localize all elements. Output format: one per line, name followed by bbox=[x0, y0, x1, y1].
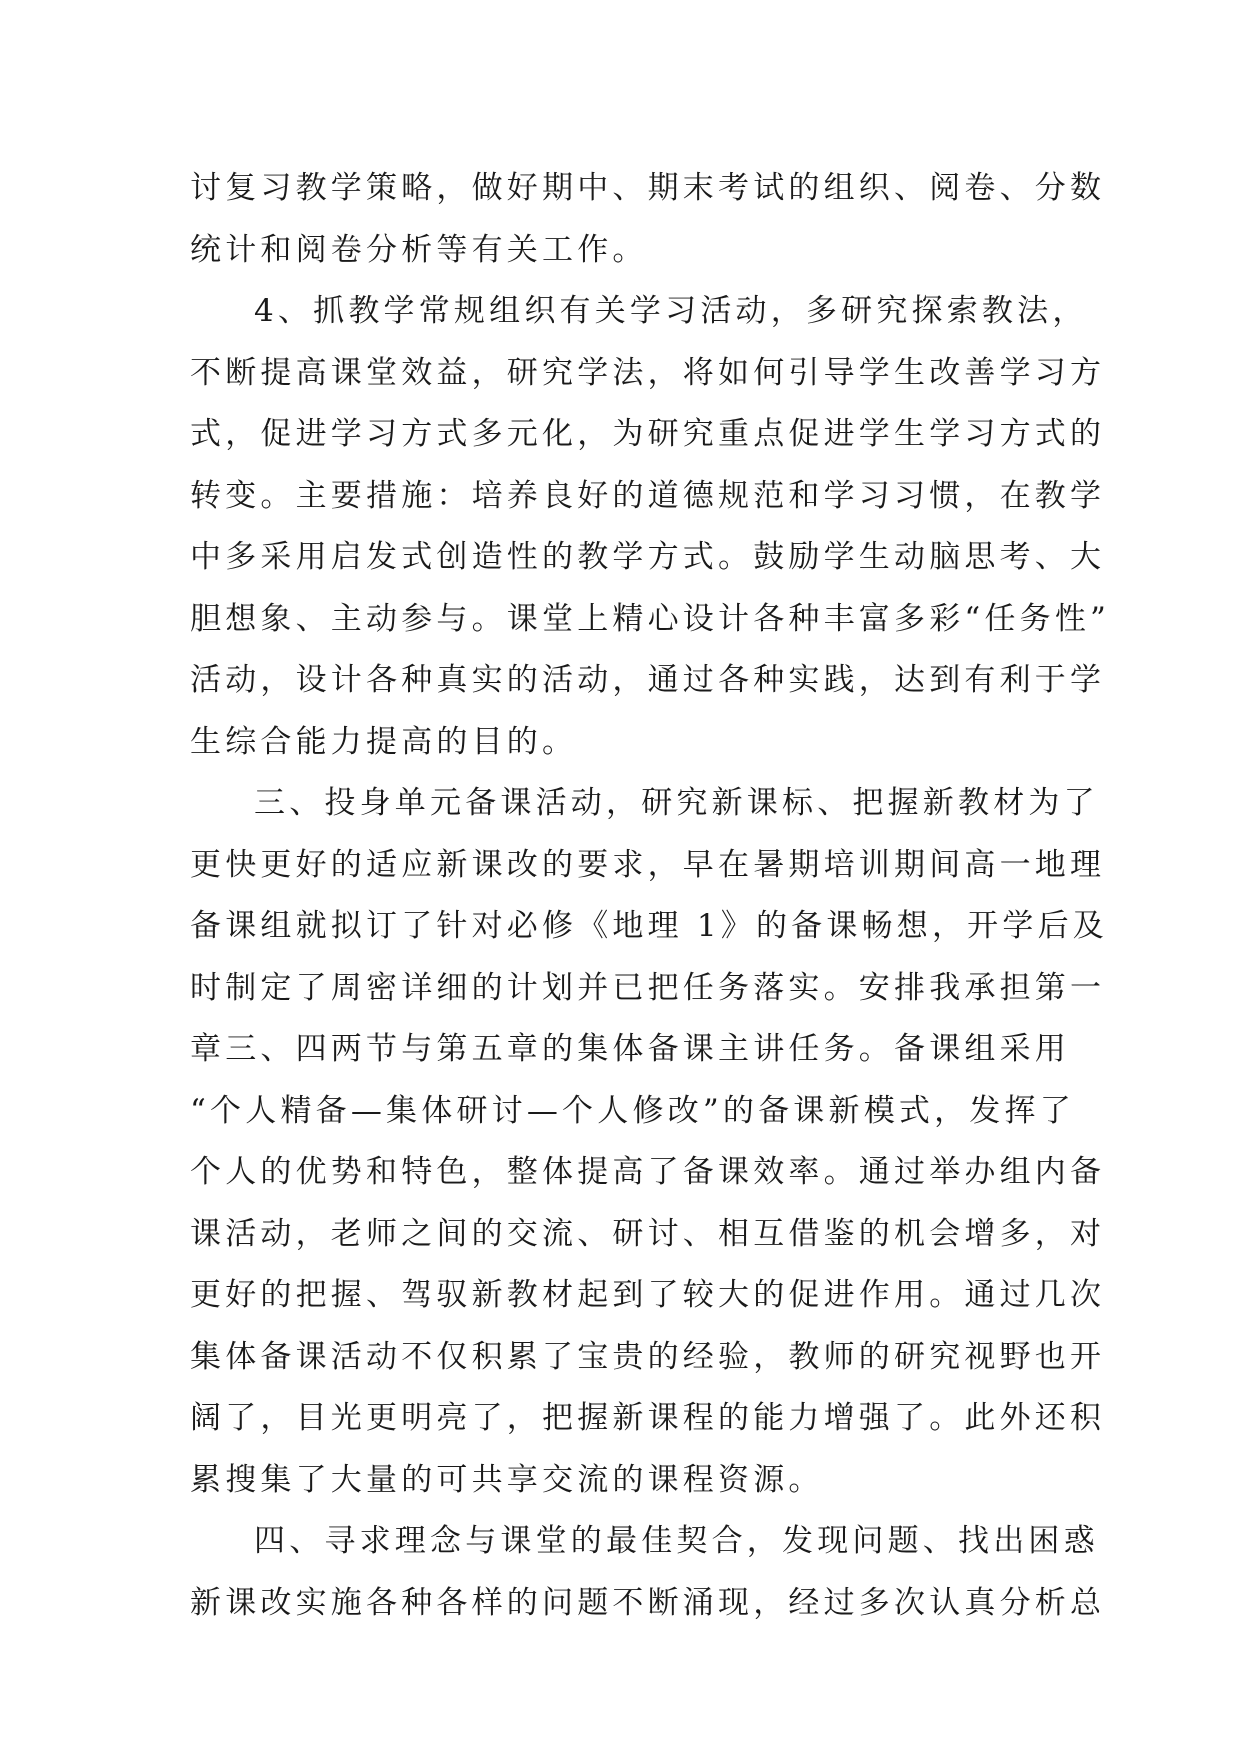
text-line: 统计和阅卷分析等有关工作。 bbox=[190, 231, 648, 268]
text-line: 集体备课活动不仅积累了宝贵的经验，教师的研究视野也开 bbox=[190, 1338, 1106, 1375]
text-line: 时制定了周密详细的计划并已把任务落实。安排我承担第一 bbox=[190, 969, 1106, 1006]
text-line: 讨复习教学策略，做好期中、期末考试的组织、阅卷、分数 bbox=[190, 170, 1106, 206]
paragraph-start-line: 4、抓教学常规组织有关学习活动，多研究探索教法， bbox=[254, 293, 1088, 329]
text-line: 新课改实施各种各样的问题不断涌现，经过多次认真分析总 bbox=[190, 1584, 1106, 1621]
text-line: “个人精备—集体研讨—个人修改”的备课新模式，发挥了 bbox=[190, 1092, 1075, 1129]
text-line: 不断提高课堂效益，研究学法，将如何引导学生改善学习方 bbox=[190, 354, 1106, 391]
text-line: 式，促进学习方式多元化，为研究重点促进学生学习方式的 bbox=[190, 416, 1106, 452]
paragraph-start-line: 四、寻求理念与课堂的最佳契合，发现问题、找出困惑 bbox=[254, 1523, 1099, 1559]
text-line: 活动，设计各种真实的活动，通过各种实践，达到有利于学 bbox=[190, 662, 1106, 698]
paragraph-start-line: 三、投身单元备课活动，研究新课标、把握新教材为了 bbox=[254, 785, 1099, 821]
text-line: 个人的优势和特色，整体提高了备课效率。通过举办组内备 bbox=[190, 1154, 1106, 1190]
text-line: 生综合能力提高的目的。 bbox=[190, 723, 578, 760]
text-line: 中多采用启发式创造性的教学方式。鼓励学生动脑思考、大 bbox=[190, 539, 1106, 575]
document-body bbox=[190, 158, 1111, 1634]
text-line: 更好的把握、驾驭新教材起到了较大的促进作用。通过几次 bbox=[190, 1277, 1106, 1313]
text-line: 累搜集了大量的可共享交流的课程资源。 bbox=[190, 1461, 824, 1498]
text-line: 备课组就拟订了针对必修《地理 1》的备课畅想，开学后及 bbox=[190, 908, 1108, 944]
text-line: 阔了，目光更明亮了，把握新课程的能力增强了。此外还积 bbox=[190, 1400, 1106, 1436]
text-line: 更快更好的适应新课改的要求，早在暑期培训期间高一地理 bbox=[190, 846, 1106, 883]
text-line: 转变。主要措施：培养良好的道德规范和学习习惯，在教学 bbox=[190, 477, 1106, 514]
text-line: 章三、四两节与第五章的集体备课主讲任务。备课组采用 bbox=[190, 1031, 1070, 1067]
text-line: 胆想象、主动参与。课堂上精心设计各种丰富多彩“任务性” bbox=[190, 600, 1111, 637]
text-line: 课活动，老师之间的交流、研讨、相互借鉴的机会增多，对 bbox=[190, 1215, 1106, 1252]
